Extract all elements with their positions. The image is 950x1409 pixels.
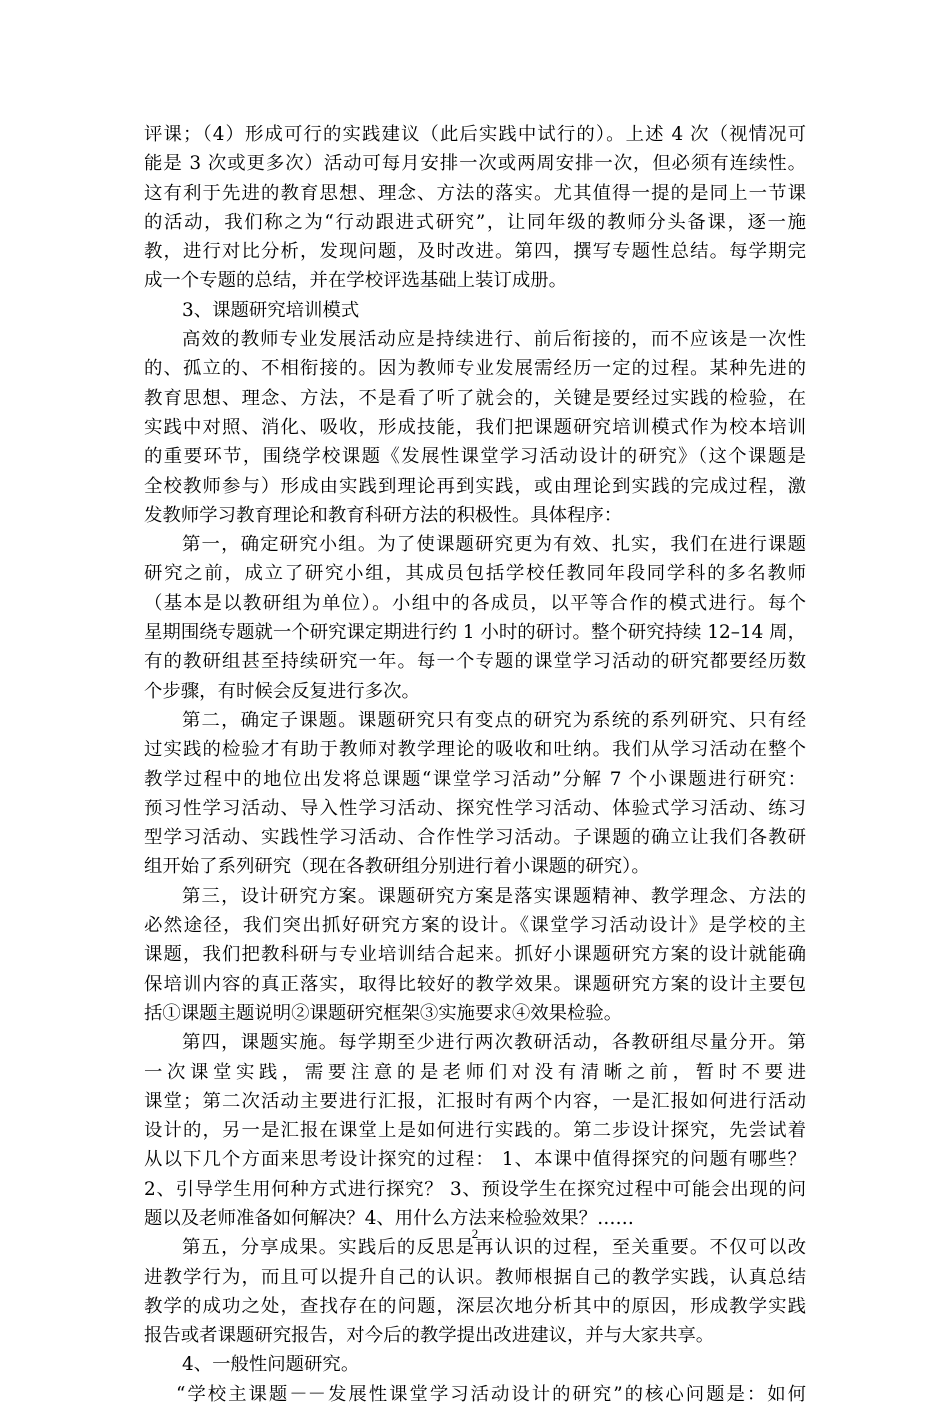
text-line: 高效的教师专业发展活动应是持续进行、前后衔接的，而不应该是一次性 — [182, 329, 806, 351]
section-heading: 3、课题研究培训模式 — [182, 299, 360, 321]
text-line: 括①课题主题说明②课题研究框架③实施要求④效果检验。 — [144, 1002, 623, 1024]
text-line: 第五，分享成果。实践后的反思是再认识的过程，至关重要。不仅可以改 — [182, 1237, 806, 1259]
document-body — [144, 120, 806, 1409]
text-line: （基本是以教研组为单位）。小组中的各成员，以平等合作的模式进行。每个 — [144, 592, 806, 614]
text-line: 预习性学习活动、导入性学习活动、探究性学习活动、体验式学习活动、练习 — [144, 797, 806, 819]
text-line: 实践中对照、消化、吸收，形成技能，我们把课题研究培训模式作为校本培训 — [144, 416, 806, 438]
text-line: 报告或者课题研究报告，对今后的教学提出改进建议，并与大家共享。 — [144, 1325, 715, 1347]
text-line: 这有利于先进的教育思想、理念、方法的落实。尤其值得一提的是同上一节课 — [144, 182, 806, 204]
text-line: 的重要环节，围绕学校课题《发展性课堂学习活动设计的研究》（这个课题是 — [144, 446, 806, 468]
text-line: 星期围绕专题就一个研究课定期进行约 1 小时的研讨。整个研究持续 12–14 周， — [144, 622, 806, 644]
text-line: 设计的，另一是汇报在课堂上是如何进行实践的。第二步设计探究，先尝试着 — [144, 1120, 806, 1142]
text-line: 保培训内容的真正落实，取得比较好的教学效果。课题研究方案的设计主要包 — [144, 973, 806, 995]
text-line: 教育思想、理念、方法，不是看了听了就会的，关键是要经过实践的检验，在 — [144, 387, 806, 409]
text-line: 研究之前，成立了研究小组，其成员包括学校任教同年段同学科的多名教师 — [144, 563, 806, 585]
text-line: 有的教研组甚至持续研究一年。每一个专题的课堂学习活动的研究都要经历数 — [144, 651, 806, 673]
page-number: 2 — [471, 1226, 479, 1241]
text-line: 第三，设计研究方案。课题研究方案是落实课题精神、教学理念、方法的 — [182, 885, 806, 907]
text-line: 2、引导学生用何种方式进行探究？ 3、预设学生在探究过程中可能会出现的问 — [144, 1178, 806, 1200]
text-line: 发教师学习教育理论和教育科研方法的积极性。具体程序： — [144, 504, 623, 526]
text-line: 教学的成功之处，查找存在的问题，深层次地分析其中的原因，形成教学实践 — [144, 1295, 806, 1317]
text-line: 全校教师参与）形成由实践到理论再到实践，或由理论到实践的完成过程，激 — [144, 475, 806, 497]
text-line: 课堂；第二次活动主要进行汇报，汇报时有两个内容，一是汇报如何进行活动 — [144, 1090, 806, 1112]
text-line: 过实践的检验才有助于教师对教学理论的吸收和吐纳。我们从学习活动在整个 — [144, 739, 806, 761]
text-line: 必然途径，我们突出抓好研究方案的设计。《课堂学习活动设计》是学校的主 — [144, 915, 806, 937]
text-line: 能是 3 次或更多次）活动可每月安排一次或两周安排一次，但必须有连续性。 — [144, 153, 806, 175]
text-line: 课题，我们把教科研与专业培训结合起来。抓好小课题研究方案的设计就能确 — [144, 944, 806, 966]
text-line: 组开始了系列研究（现在各教研组分别进行着小课题的研究）。 — [144, 856, 650, 878]
text-line: 评课；（4）形成可行的实践建议（此后实践中试行的）。上述 4 次（视情况可 — [144, 124, 806, 145]
text-line: 型学习活动、实践性学习活动、合作性学习活动。子课题的确立让我们各教研 — [144, 827, 806, 849]
text-line: 第二，确定子课题。课题研究只有变点的研究为系统的系列研究、只有经 — [182, 709, 806, 731]
section-heading: 4、一般性问题研究。 — [182, 1354, 360, 1376]
text-line: 题以及老师准备如何解决？4、用什么方法来检验效果？…… — [144, 1207, 634, 1229]
text-line: 个步骤，有时候会反复进行多次。 — [144, 680, 420, 702]
text-line: 的活动，我们称之为“行动跟进式研究”，让同年级的教师分头备课，逐一施 — [144, 211, 806, 233]
text-line: 第一，确定研究小组。为了使课题研究更为有效、扎实，我们在进行课题 — [182, 534, 806, 556]
text-line: 一次课堂实践，需要注意的是老师们对没有清晰之前，暂时不要进 — [144, 1061, 806, 1083]
text-line: 成一个专题的总结，并在学校评选基础上装订成册。 — [144, 270, 567, 292]
text-line: 第四，课题实施。每学期至少进行两次教研活动，各教研组尽量分开。第 — [182, 1032, 806, 1054]
text-line: 教学过程中的地位出发将总课题“课堂学习活动”分解 7 个小课题进行研究： — [144, 768, 806, 790]
text-line: “学校主课题－－发展性课堂学习活动设计的研究”的核心问题是：如何 — [176, 1383, 806, 1405]
text-line: 教，进行对比分析，发现问题，及时改进。第四，撰写专题性总结。每学期完 — [144, 241, 806, 263]
text-line: 进教学行为，而且可以提升自己的认识。教师根据自己的教学实践，认真总结 — [144, 1266, 806, 1288]
text-line: 从以下几个方面来思考设计探究的过程： 1、本课中值得探究的问题有哪些？ — [144, 1149, 806, 1171]
text-line: 的、孤立的、不相衔接的。因为教师专业发展需经历一定的过程。某种先进的 — [144, 358, 806, 380]
